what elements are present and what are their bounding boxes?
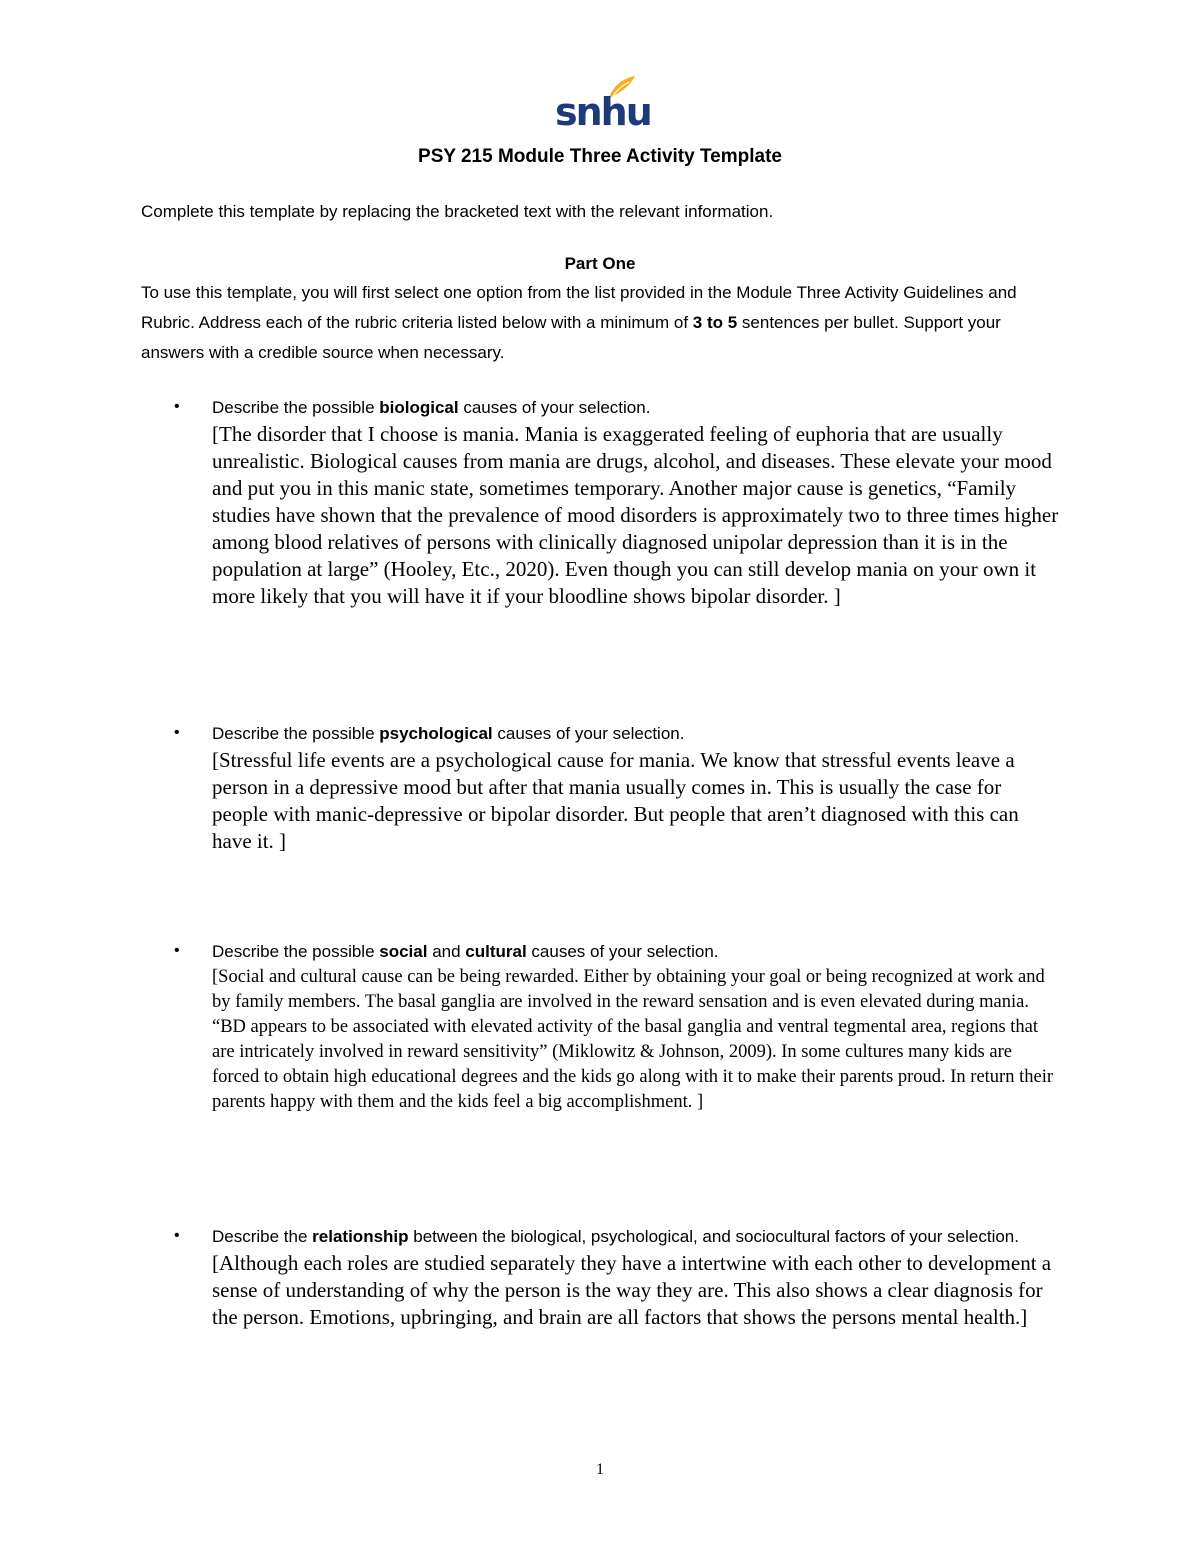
- bullet-prompt: [212, 720, 1062, 747]
- bullet-answer[interactable]: [The disorder that I choose is mania. Mania is exaggerated feeling of euphoria that are usually unrealistic. Biological causes from mania are drugs, alcohol, and diseases. These elevate your mood and put you in this manic state, sometimes temporary. Another major cause is genetics, “Family studies have shown that the prevalence of mood disorders is approximately two to three times higher among blood relatives of persons with clinically diagnosed unipolar depression than it is in the population at large” (Hooley, Etc., 2020). Even though you can still develop mania on your own it more likely that you will have it if your bloodline shows bipolar disorder. ]: [212, 422, 1059, 608]
- prompt-text: Describe the possible: [212, 724, 380, 743]
- page-title: PSY 215 Module Three Activity Template: [418, 146, 782, 167]
- bullet-body: [212, 1223, 1062, 1331]
- intro-paragraph: [141, 278, 1056, 368]
- bullet-answer[interactable]: [Social and cultural cause can be being rewarded. Either by obtaining your goal or being recognized at work and by family members. The basal ganglia are involved in the reward sensation and is even elevated during mania. “BD appears to be associated with elevated activity of the basal ganglia and ventral tegmental area, regions that are intricately involved in reward sensitivity” (Miklowitz & Johnson, 2009). In some cultures many kids are forced to obtain high educational degrees and the kids go along with it to make their parents proud. In return their parents happy with them and the kids feel a big accomplishment. ]: [212, 967, 1053, 1112]
- part-heading: Part One: [564, 254, 636, 273]
- page-number: 1: [596, 1461, 604, 1478]
- prompt-bold: relationship: [312, 1227, 409, 1246]
- logo-wordmark: snhu: [555, 90, 651, 134]
- bullet-marker: •: [174, 398, 180, 415]
- bullet-marker: •: [174, 1227, 180, 1244]
- prompt-text-mid: and: [427, 942, 466, 961]
- intro-bold: 3 to 5: [692, 313, 738, 332]
- bullet-body: [212, 394, 1062, 610]
- bullet-prompt: [212, 1223, 1062, 1250]
- prompt-text-end: causes of your selection.: [526, 942, 719, 961]
- bullet-answer[interactable]: [Stressful life events are a psychological cause for mania. We know that stressful events leave a person in a depressive mood but after that mania usually comes in. This is usually the case for people with manic-depressive or bipolar disorder. But people that aren’t diagnosed with this can have it. ]: [212, 748, 1019, 853]
- snhu-logo: [555, 74, 651, 134]
- bullet-answer[interactable]: [Although each roles are studied separately they have a intertwine with each other to development a sense of understanding of why the person is the way they are. This also shows a clear diagnosis for the person. Emotions, upbringing, and brain are all factors that shows the persons mental health.]: [212, 1251, 1052, 1329]
- intro-text: To use this template, you will first select one option from the list provided in the Module Three Activity Guidelines and Rubric. Address each of the rubric criteria listed below with a minimum of: [141, 283, 1017, 332]
- bullet-body: [212, 720, 1062, 855]
- intro-text-end: sentences per bullet. Support your answers with a credible source when necessary.: [141, 313, 1001, 362]
- prompt-bold: social: [379, 942, 428, 961]
- prompt-text: Describe the: [212, 1227, 313, 1246]
- bullet-prompt: [212, 938, 1062, 965]
- prompt-text-end: between the biological, psychological, and sociocultural factors of your selection.: [408, 1227, 1019, 1246]
- prompt-text-end: causes of your selection.: [492, 724, 685, 743]
- prompt-text: Describe the possible: [212, 942, 380, 961]
- bullet-marker: •: [174, 724, 180, 741]
- template-instruction: Complete this template by replacing the bracketed text with the relevant information.: [141, 202, 774, 221]
- prompt-bold-2: cultural: [465, 942, 527, 961]
- bullet-marker: •: [174, 942, 180, 959]
- bullet-body: [212, 938, 1062, 1115]
- prompt-bold: psychological: [379, 724, 493, 743]
- prompt-text-end: causes of your selection.: [458, 398, 651, 417]
- prompt-text: Describe the possible: [212, 398, 380, 417]
- prompt-bold: biological: [379, 398, 459, 417]
- bullet-prompt: [212, 394, 1062, 421]
